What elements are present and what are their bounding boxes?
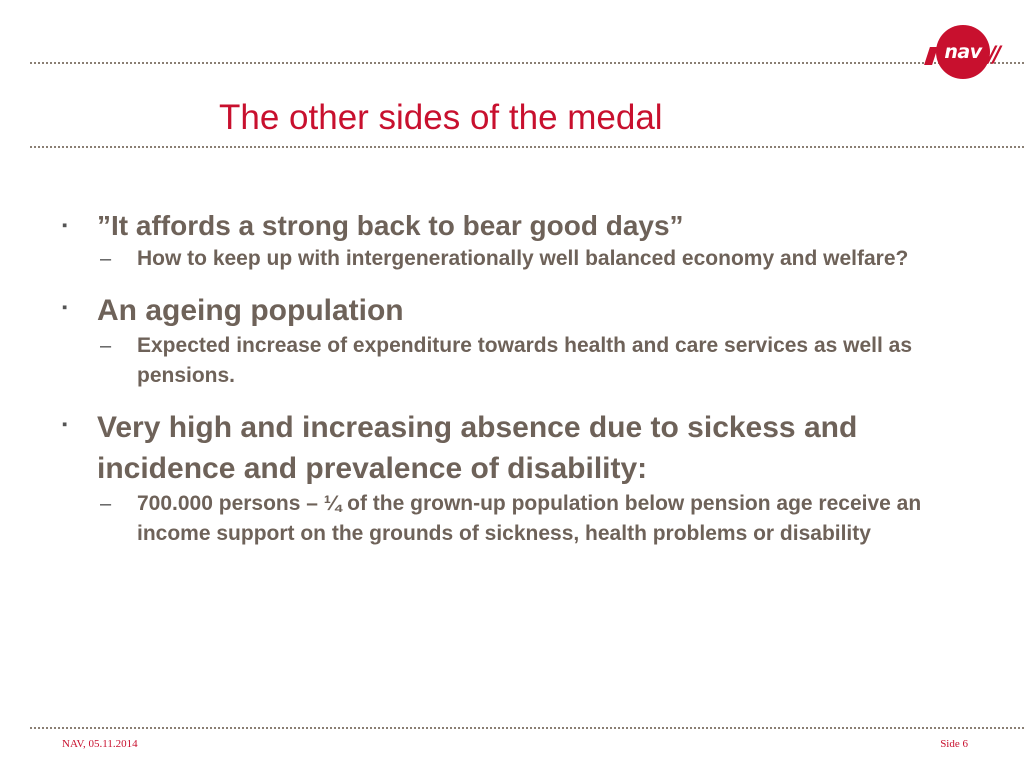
bullet-marker: ▪ [62, 416, 68, 433]
slide-title: The other sides of the medal [219, 98, 663, 137]
footer-page-number: Side 6 [940, 738, 968, 750]
sub-bullet-text: How to keep up with intergenerationally well balanced economy and welfare? [137, 247, 909, 270]
footer-divider [30, 727, 1024, 729]
bullet-text: ”It affords a strong back to bear good days” [97, 210, 684, 241]
sub-bullet [62, 331, 992, 391]
sub-bullet [62, 489, 992, 549]
bullet-text: An ageing population [97, 294, 404, 327]
bullet-item [62, 407, 992, 549]
title-divider [30, 146, 1024, 148]
sub-bullet [62, 244, 992, 274]
footer-date: NAV, 05.11.2014 [62, 738, 138, 750]
bullet-marker: ▪ [62, 217, 68, 234]
dash-marker: – [100, 335, 112, 357]
bullet-item [62, 208, 992, 274]
logo-circle [936, 25, 990, 79]
bullet-list [62, 208, 992, 565]
dash-marker: – [100, 493, 112, 515]
bullet-marker: ▪ [62, 299, 68, 316]
sub-bullet-text: Expected increase of expenditure towards health and care services as well as pensions. [137, 334, 913, 387]
sub-bullet-text: 700.000 persons – ¼ of the grown-up population below pension age receive an income support on the grounds of sickness, health problems or disability [137, 492, 922, 545]
dash-marker: – [100, 248, 112, 270]
nav-logo [925, 25, 1021, 81]
logo-text: nav [944, 41, 982, 63]
bullet-text: Very high and increasing absence due to sickess and incidence and prevalence of disability: [97, 411, 858, 485]
bullet-item [62, 290, 992, 391]
top-divider [30, 62, 1024, 64]
logo-right-slashes: // [988, 43, 999, 68]
